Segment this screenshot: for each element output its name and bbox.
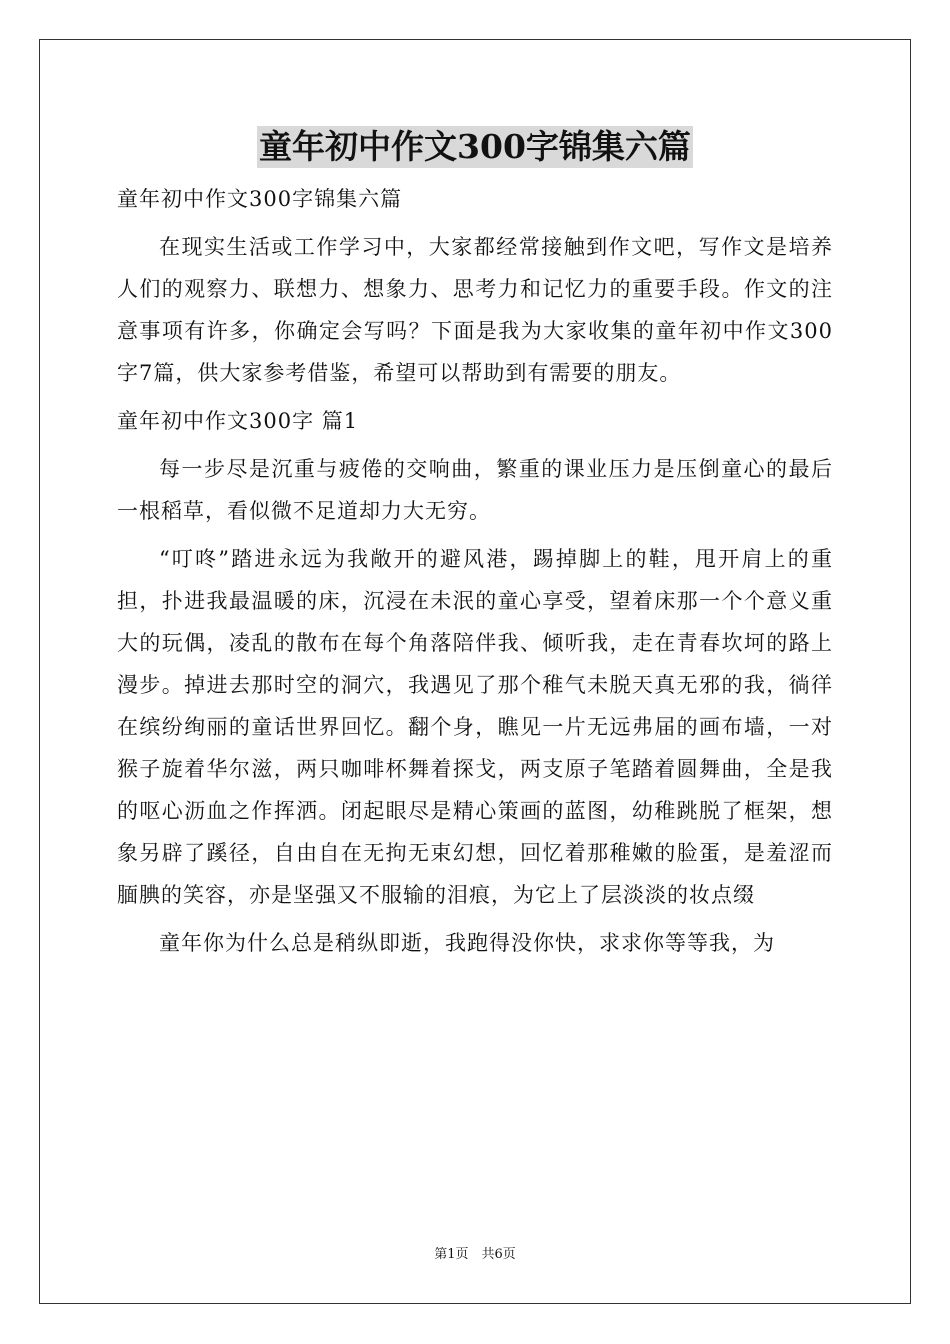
document-subtitle: 童年初中作文300字锦集六篇 bbox=[117, 187, 403, 211]
body-paragraph: “叮咚”踏进永远为我敞开的避风港，踢掉脚上的鞋，甩开肩上的重担，扑进我最温暖的床，沉浸在未泯的童心享受，望着床那一个个意义重大的玩偶，凌乱的散布在每个角落陪伴我、倾听我，走在青春坎坷的路上漫步。掉进去那时空的洞穴，我遇见了那个稚气未脱天真无邪的我，徜徉在缤纷绚丽的童话世界回忆。翻个身，瞧见一片无远弗届的画布墙，一对猴子旋着华尔滋，两只咖啡杯舞着探戈，两支原子笔踏着圆舞曲，全是我的呕心沥血之作挥洒。闭起眼尽是精心策画的蓝图，幼稚跳脱了框架，想象另辟了蹊径，自由自在无拘无束幻想，回忆着那稚嫩的脸蛋，是羞涩而腼腆的笑容，亦是坚强又不服输的泪痕，为它上了层淡淡的妆点缀 bbox=[117, 547, 833, 907]
document-title: 童年初中作文300字锦集六篇 bbox=[259, 127, 691, 166]
body-paragraph: 每一步尽是沉重与疲倦的交响曲，繁重的课业压力是压倒童心的最后一根稻草，看似微不足道却力大无穷。 bbox=[117, 457, 833, 523]
document-body bbox=[117, 178, 833, 964]
intro-paragraph: 在现实生活或工作学习中，大家都经常接触到作文吧，写作文是培养人们的观察力、联想力、想象力、思考力和记忆力的重要手段。作文的注意事项有许多，你确定会写吗？下面是我为大家收集的童年初中作文300字7篇，供大家参考借鉴，希望可以帮助到有需要的朋友。 bbox=[117, 235, 833, 385]
title-container bbox=[0, 126, 950, 168]
page-footer bbox=[0, 1246, 950, 1264]
section-heading: 童年初中作文300字 篇1 bbox=[117, 409, 359, 433]
page-number-label: 第1页 共6页 bbox=[434, 1247, 516, 1262]
body-paragraph: 童年你为什么总是稍纵即逝，我跑得没你快，求求你等等我，为 bbox=[159, 931, 775, 955]
